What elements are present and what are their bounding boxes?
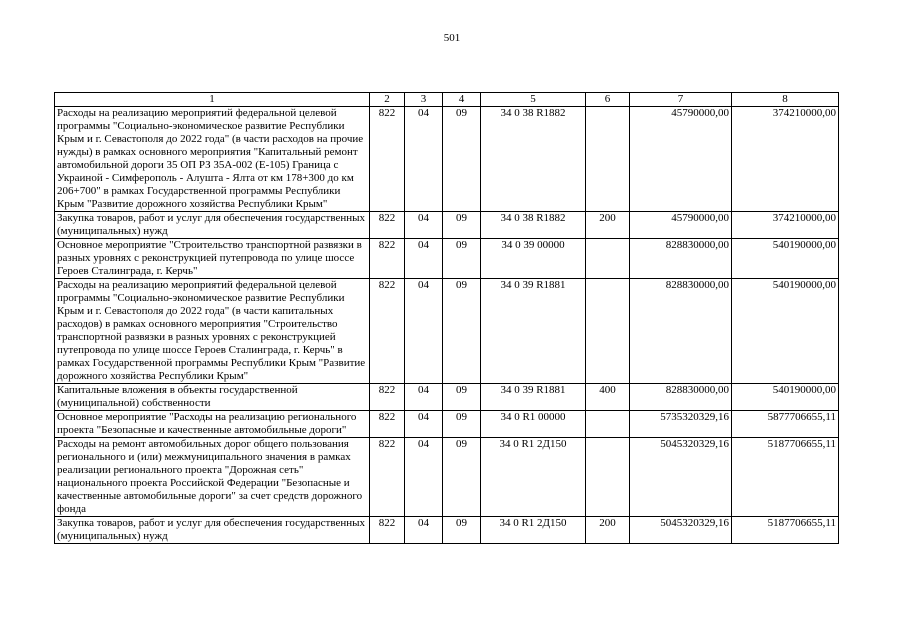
target-article-code: 34 0 38 R1882: [481, 212, 586, 239]
expense-name: Капитальные вложения в объекты государственной (муниципальной) собственности: [55, 384, 370, 411]
table-row: [55, 107, 839, 212]
column-header: 8: [732, 93, 839, 107]
subsection-code: 09: [443, 438, 481, 517]
expense-type-code: 200: [586, 212, 630, 239]
column-header: 5: [481, 93, 586, 107]
column-header: 4: [443, 93, 481, 107]
section-code: 04: [405, 438, 443, 517]
amount-column-8: 540190000,00: [732, 239, 839, 279]
section-code: 04: [405, 411, 443, 438]
column-header: 3: [405, 93, 443, 107]
ministry-code: 822: [370, 107, 405, 212]
amount-column-7: 5045320329,16: [630, 517, 732, 544]
ministry-code: 822: [370, 384, 405, 411]
expense-name: Расходы на ремонт автомобильных дорог общего пользования регионального и (или) межмуниципального значения в рамках реализации регионального проекта "Дорожная сеть" национального проекта Российской Федерации "Безопасные и качественные автомобильные дороги" за счет средств дорожного фонда: [55, 438, 370, 517]
amount-column-8: 540190000,00: [732, 279, 839, 384]
column-header: 6: [586, 93, 630, 107]
ministry-code: 822: [370, 212, 405, 239]
amount-column-7: 45790000,00: [630, 212, 732, 239]
ministry-code: 822: [370, 411, 405, 438]
target-article-code: 34 0 R1 00000: [481, 411, 586, 438]
subsection-code: 09: [443, 411, 481, 438]
target-article-code: 34 0 38 R1882: [481, 107, 586, 212]
table-row: [55, 212, 839, 239]
column-header: 2: [370, 93, 405, 107]
expense-name: Основное мероприятие "Строительство транспортной развязки в разных уровнях с реконструкцией путепровода по улице шоссе Героев Сталинграда, г. Керчь": [55, 239, 370, 279]
expense-name: Расходы на реализацию мероприятий федеральной целевой программы "Социально-экономическое развитие Республики Крым и г. Севастополя до 2022 года" (в части капитальных расходов) в рамках основного мероприятия "Строительство транспортной развязки в разных уровнях с реконструкцией путепровода по улице шоссе Героев Сталинграда, г. Керчь" в рамках Государственной программы Республики Крым "Развитие дорожного хозяйства Республики Крым": [55, 279, 370, 384]
amount-column-8: 5187706655,11: [732, 517, 839, 544]
target-article-code: 34 0 39 R1881: [481, 279, 586, 384]
table-row: [55, 438, 839, 517]
table-row: [55, 279, 839, 384]
subsection-code: 09: [443, 107, 481, 212]
table-row: [55, 411, 839, 438]
expense-type-code: [586, 239, 630, 279]
page-number: 501: [443, 32, 461, 44]
amount-column-7: 828830000,00: [630, 279, 732, 384]
expense-name: Основное мероприятие "Расходы на реализацию регионального проекта "Безопасные и качественные автомобильные дороги": [55, 411, 370, 438]
subsection-code: 09: [443, 279, 481, 384]
target-article-code: 34 0 39 00000: [481, 239, 586, 279]
section-code: 04: [405, 212, 443, 239]
expense-type-code: 400: [586, 384, 630, 411]
section-code: 04: [405, 279, 443, 384]
expense-type-code: [586, 107, 630, 212]
ministry-code: 822: [370, 279, 405, 384]
column-header: 7: [630, 93, 732, 107]
amount-column-8: 540190000,00: [732, 384, 839, 411]
amount-column-8: 374210000,00: [732, 107, 839, 212]
amount-column-8: 5187706655,11: [732, 438, 839, 517]
amount-column-7: 5045320329,16: [630, 438, 732, 517]
expense-name: Закупка товаров, работ и услуг для обеспечения государственных (муниципальных) нужд: [55, 212, 370, 239]
subsection-code: 09: [443, 384, 481, 411]
table-row: [55, 517, 839, 544]
section-code: 04: [405, 107, 443, 212]
subsection-code: 09: [443, 517, 481, 544]
amount-column-8: 374210000,00: [732, 212, 839, 239]
expense-name: Расходы на реализацию мероприятий федеральной целевой программы "Социально-экономическое развитие Республики Крым и г. Севастополя до 2022 года" (в части расходов на прочие нужды) в рамках основного мероприятия "Капитальный ремонт автомобильной дороги 35 ОП РЗ 35А-002 (Е-105) Граница с Украиной - Симферополь - Алушта - Ялта от км 178+300 до км 206+700" в рамках Государственной программы Республики Крым "Развитие дорожного хозяйства Республики Крым": [55, 107, 370, 212]
subsection-code: 09: [443, 212, 481, 239]
budget-table: [54, 92, 839, 544]
section-code: 04: [405, 384, 443, 411]
amount-column-8: 5877706655,11: [732, 411, 839, 438]
amount-column-7: 5735320329,16: [630, 411, 732, 438]
ministry-code: 822: [370, 239, 405, 279]
target-article-code: 34 0 R1 2Д150: [481, 438, 586, 517]
ministry-code: 822: [370, 438, 405, 517]
expense-name: Закупка товаров, работ и услуг для обеспечения государственных (муниципальных) нужд: [55, 517, 370, 544]
expense-type-code: [586, 279, 630, 384]
amount-column-7: 828830000,00: [630, 384, 732, 411]
subsection-code: 09: [443, 239, 481, 279]
expense-type-code: 200: [586, 517, 630, 544]
table-row: [55, 239, 839, 279]
section-code: 04: [405, 517, 443, 544]
table-row: [55, 384, 839, 411]
column-number-row: [55, 93, 839, 107]
target-article-code: 34 0 39 R1881: [481, 384, 586, 411]
target-article-code: 34 0 R1 2Д150: [481, 517, 586, 544]
amount-column-7: 828830000,00: [630, 239, 732, 279]
expense-type-code: [586, 411, 630, 438]
expense-type-code: [586, 438, 630, 517]
amount-column-7: 45790000,00: [630, 107, 732, 212]
ministry-code: 822: [370, 517, 405, 544]
column-header: 1: [55, 93, 370, 107]
section-code: 04: [405, 239, 443, 279]
